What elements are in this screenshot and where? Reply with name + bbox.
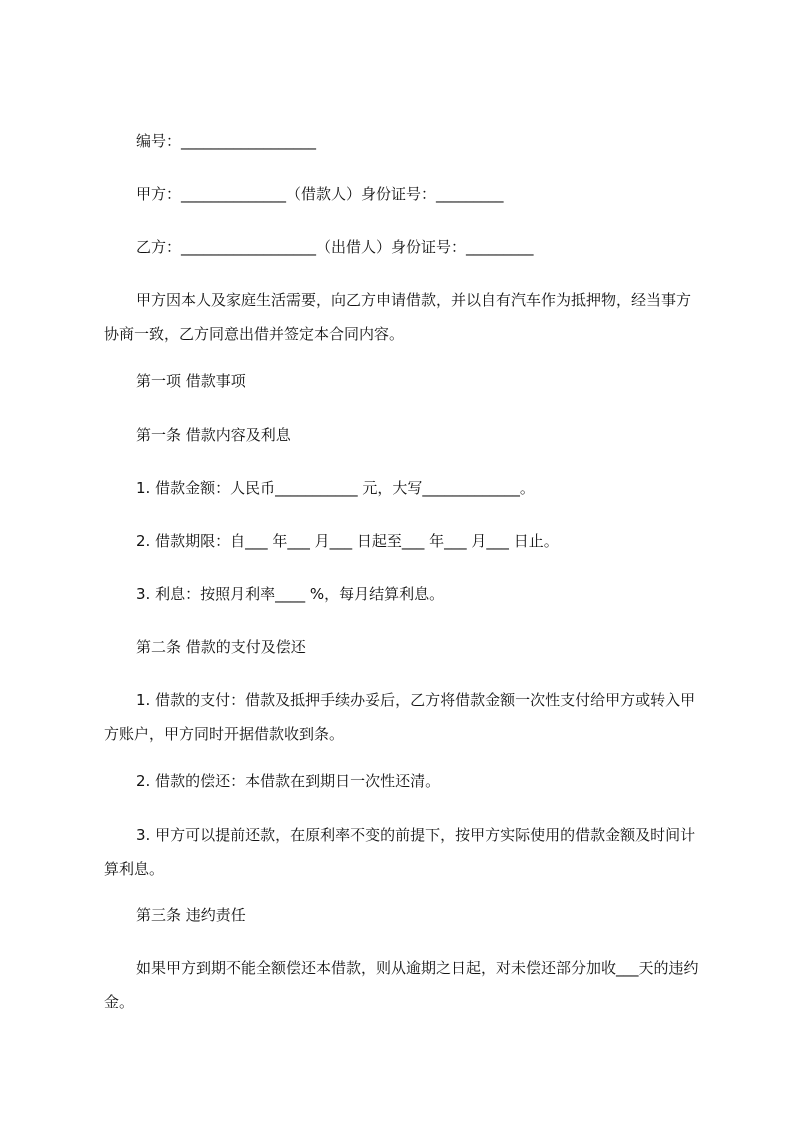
- contract-number-line: 编号：__________________: [136, 132, 317, 150]
- article-3-paragraph: 如果甲方到期不能全额偿还本借款，则从逾期之日起，对未偿还部分加收___天的违约金。: [104, 959, 699, 1011]
- article-2-title: 第二条 借款的支付及偿还: [136, 638, 306, 656]
- article-1-title: 第一条 借款内容及利息: [136, 426, 291, 444]
- article-1-item-amount: 1. 借款金额：人民币___________ 元，大写_____________。: [136, 479, 535, 497]
- party-b-line: 乙方：__________________（出借人）身份证号：_________: [136, 238, 534, 256]
- intro-paragraph: 甲方因本人及家庭生活需要，向乙方申请借款，并以自有汽车作为抵押物，经当事方协商一致，乙方同意出借并签定本合同内容。: [104, 291, 692, 343]
- article-2-item-payment: 1. 借款的支付：借款及抵押手续办妥后，乙方将借款金额一次性支付给甲方或转入甲方账户，甲方同时开据借款收到条。: [104, 691, 696, 743]
- article-1-item-interest: 3. 利息：按照月利率____ %，每月结算利息。: [136, 585, 445, 603]
- article-1-item-term: 2. 借款期限：自___ 年___ 月___ 日起至___ 年___ 月___ 日止。: [136, 532, 559, 550]
- article-3-title: 第三条 违约责任: [136, 906, 246, 924]
- article-2-item-repayment: 2. 借款的偿还：本借款在到期日一次性还清。: [136, 772, 441, 790]
- party-a-line: 甲方：______________（借款人）身份证号：_________: [136, 185, 504, 203]
- section-1-title: 第一项 借款事项: [136, 372, 246, 390]
- article-2-item-early-repayment: 3. 甲方可以提前还款，在原利率不变的前提下，按甲方实际使用的借款金额及时间计算利息。: [104, 826, 696, 878]
